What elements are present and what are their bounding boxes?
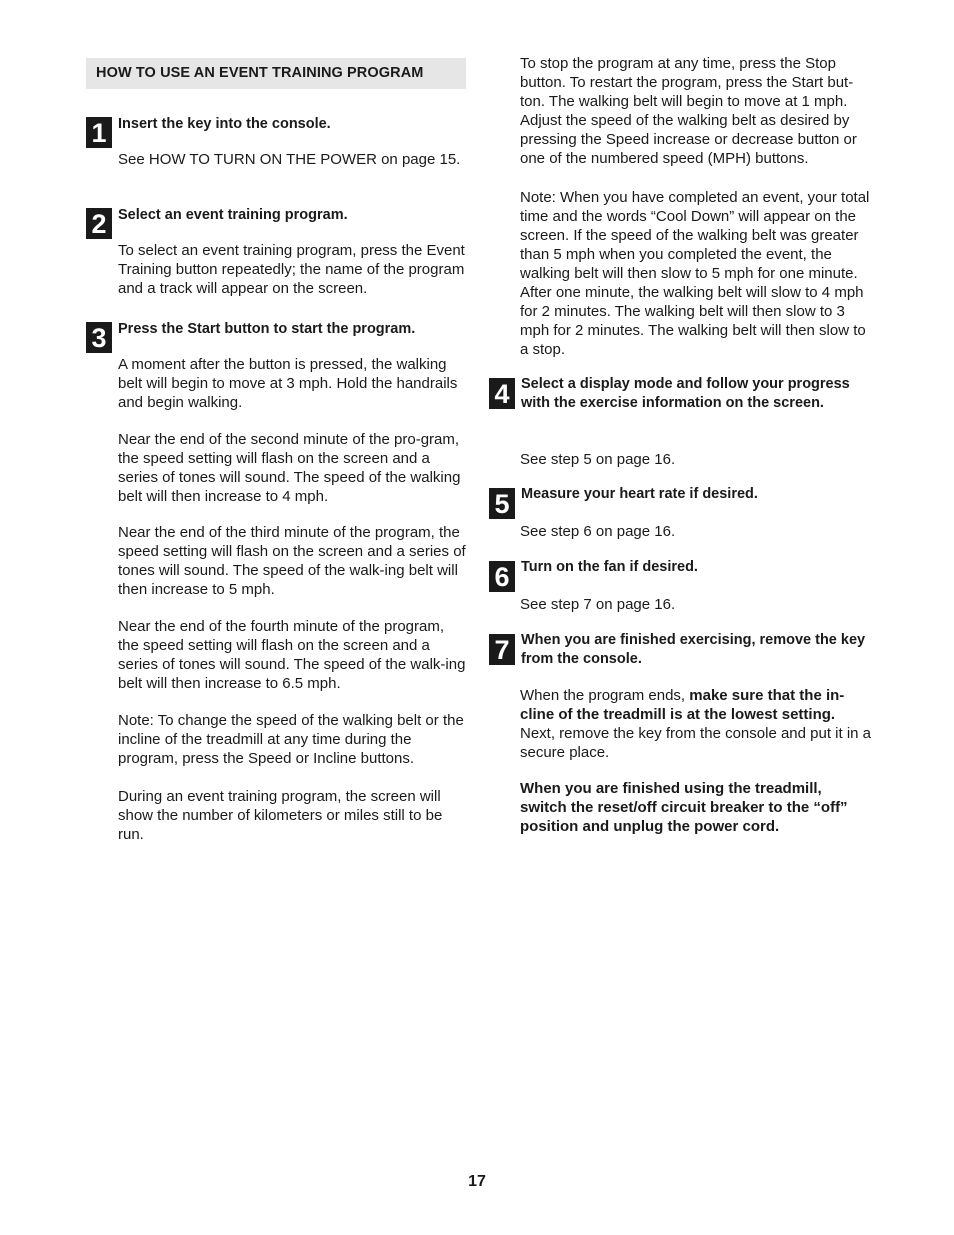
section-title: HOW TO USE AN EVENT TRAINING PROGRAM	[86, 58, 466, 89]
step-number: 2	[86, 208, 112, 239]
paragraph: Near the end of the second minute of the pro-gram, the speed setting will flash on the screen and a series of tones will sound. The speed of the walking belt will then increase to 4 mph.	[118, 431, 461, 505]
step-heading: Select a display mode and follow your progress with the exercise information on the screen.	[521, 376, 850, 411]
paragraph: Note: To change the speed of the walking belt or the incline of the treadmill at any time during the program, press the Speed or Incline buttons.	[118, 712, 464, 767]
step-heading: Turn on the fan if desired.	[521, 559, 698, 575]
step7-bold-incline: make sure that the in-cline of the treadmill is at the lowest setting.	[520, 687, 845, 723]
step-number: 4	[489, 378, 515, 409]
step-number: 7	[489, 634, 515, 665]
step-number: 3	[86, 322, 112, 353]
paragraph: Note: When you have completed an event, your total time and the words “Cool Down” will appear on the screen. If the speed of the walking belt was greater than 5 mph when you completed the event, the walking belt will then slow to 5 mph for one minute. After one minute, the walking belt will slow to 4 mph for 2 minutes. The walking belt will then slow to 3 mph for 2 minutes. The walking belt will then slow to a stop.	[520, 189, 870, 358]
step-heading: When you are finished exercising, remove the key from the console.	[521, 632, 866, 667]
step-number: 1	[86, 117, 112, 148]
paragraph: See step 6 on page 16.	[520, 523, 676, 540]
step-heading: Insert the key into the console.	[118, 116, 331, 132]
page-number: 17	[468, 1173, 486, 1190]
step-number: 5	[489, 488, 515, 519]
paragraph: A moment after the button is pressed, the walking belt will begin to move at 3 mph. Hold the handrails and begin walking.	[118, 356, 458, 411]
step7-paragraph	[520, 686, 872, 762]
paragraph: Near the end of the third minute of the program, the speed setting will flash on the screen and a series of tones will sound. The speed of the walk-ing belt will then increase to 5 mph.	[118, 524, 466, 598]
paragraph: During an event training program, the screen will show the number of kilometers or miles still to be run.	[118, 788, 443, 843]
step7-intro: When the program ends,	[520, 687, 690, 704]
step7-rest: Next, remove the key from the console and put it in a secure place.	[520, 725, 872, 761]
paragraph: Near the end of the fourth minute of the program, the speed setting will flash on the screen and a series of tones will sound. The speed of the walk-ing belt will then increase to 6.5 mph.	[118, 618, 466, 692]
step-number: 6	[489, 561, 515, 592]
paragraph: To select an event training program, press the Event Training button repeatedly; the name of the program and a track will appear on the screen.	[118, 242, 465, 297]
paragraph: See step 5 on page 16.	[520, 451, 676, 468]
paragraph: To stop the program at any time, press the Stop button. To restart the program, press the Start but-ton. The walking belt will begin to move at 1 mph. Adjust the speed of the walking belt as desired by pressing the Speed increase or decrease button or one of the numbered speed (MPH) buttons.	[520, 55, 857, 167]
step7-final-warning: When you are finished using the treadmill, switch the reset/off circuit breaker to the “off” position and unplug the power cord.	[520, 780, 848, 835]
paragraph: See step 7 on page 16.	[520, 596, 676, 613]
paragraph: See HOW TO TURN ON THE POWER on page 15.	[118, 151, 461, 168]
step-heading: Measure your heart rate if desired.	[521, 486, 758, 502]
step-heading: Press the Start button to start the program.	[118, 321, 416, 337]
step-heading: Select an event training program.	[118, 207, 348, 223]
